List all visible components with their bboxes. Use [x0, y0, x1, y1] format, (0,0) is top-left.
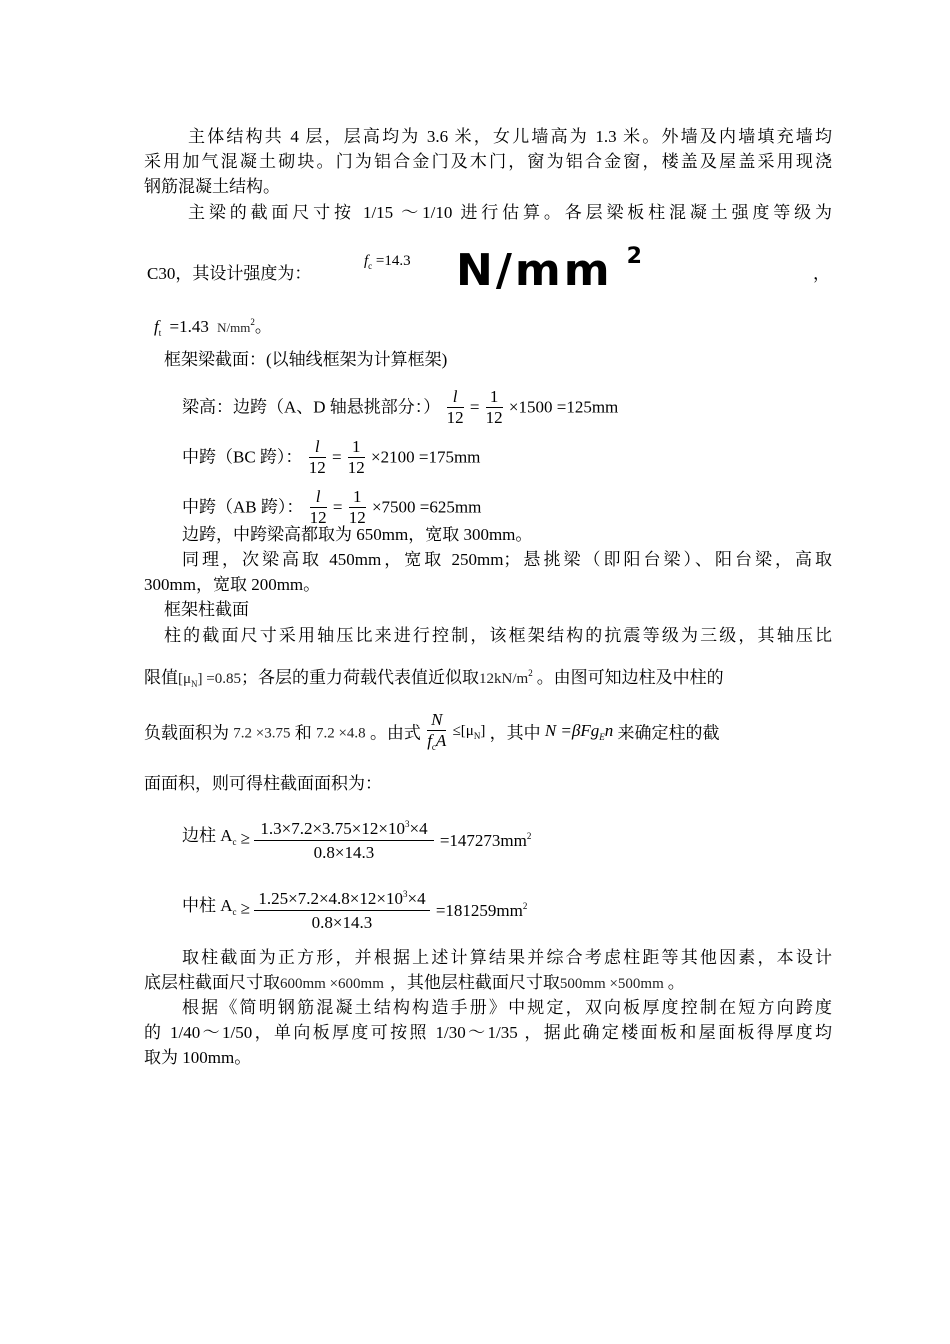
equals-sign: = [331, 447, 342, 467]
area-edge: 7.2 ×3.75 [233, 725, 291, 742]
ge-sign: ≥ [240, 828, 251, 848]
mid-num: 1.25×7.2×4.8×12×10 [258, 889, 403, 908]
beam-line5a: 同理，次梁高取 450mm，宽取 250mm；悬挑梁（即阳台梁）、阳台梁，高取 [182, 550, 832, 569]
and-word: 和 [294, 723, 312, 743]
load-value: 12kN/m [479, 671, 529, 687]
fc-symbol: f [364, 253, 369, 269]
n-formula [545, 721, 613, 740]
frac-numerator: 1 [349, 488, 366, 508]
beam-row2 [182, 438, 480, 477]
edge-label-sub: c [232, 836, 237, 847]
area-mid: 7.2 ×4.8 [315, 725, 366, 742]
edge-num-sup: 3 [404, 819, 410, 829]
ft-unit-sup: 2 [250, 317, 255, 327]
beam-row3-frac-1 [349, 488, 366, 527]
mu-subscript: N [191, 679, 198, 689]
column-line3-text-b: 。由式 [369, 723, 421, 743]
beam-heading: 框架梁截面：(以轴线框架为计算框架) [164, 350, 448, 369]
mu-value: ] =0.85 [197, 671, 242, 687]
column-line3-text-a: 负载面积为 [144, 723, 229, 743]
mid-num-sup: 3 [402, 889, 408, 899]
edge-label-text: 边柱 A [182, 825, 233, 845]
edge-column-formula [182, 815, 531, 862]
fc-value: =14.3 [375, 253, 411, 269]
mid-num-end: ×4 [407, 889, 426, 908]
mid-label-sub: c [232, 906, 237, 917]
ground-floor-dim: 600mm ×600mm [280, 976, 384, 992]
beam-row2-frac-1 [348, 438, 365, 477]
frac-denominator: 12 [485, 408, 503, 427]
frac-denominator: 12 [309, 508, 327, 527]
beam-row1-label: 梁高：边跨（A、D 轴悬挑部分：） [182, 397, 441, 417]
beam-row3-label: 中跨（AB 跨）： [182, 497, 304, 517]
column-line2-text-c: 。由图可知边柱及中柱的 [536, 668, 724, 687]
mu-symbol: [μ [178, 671, 192, 687]
column-line2-text-a: 限值 [144, 668, 178, 687]
ft-symbol: f [154, 317, 159, 336]
column-line2 [144, 663, 832, 694]
load-sup: 2 [528, 668, 533, 678]
frac-numerator: l [310, 488, 327, 508]
le-mu [453, 723, 486, 739]
column-line3-text-c: ，其中 [489, 723, 541, 743]
axial-ratio-fraction [427, 711, 446, 756]
big-unit-text: N/mm [456, 245, 613, 296]
ft-value: =1.43 [169, 317, 209, 336]
beam-row3-result: ×7500 =625mm [371, 497, 482, 517]
beam-row3-frac-l [310, 488, 327, 527]
mid-label-text: 中柱 A [182, 895, 233, 915]
area-symbol: A [435, 731, 447, 750]
frac-denominator [427, 731, 446, 756]
column-line4: 面面积，则可得柱截面面积为： [144, 774, 382, 793]
ge-sign: ≥ [240, 898, 251, 918]
ft-formula [154, 312, 272, 343]
big-unit-sup: 2 [626, 244, 645, 269]
edge-label [182, 826, 237, 845]
big-unit-n-mm2 [456, 232, 645, 296]
frac-denominator: 12 [347, 458, 365, 477]
fc-formula [364, 251, 411, 276]
mid-result [436, 901, 528, 920]
comma: ， [813, 264, 830, 283]
para1-line1: 主体结构共 4 层，层高均为 3.6 米，女儿墙高为 1.3 米。外墙及内墙填充墙均 [188, 127, 832, 146]
para1-line3: 钢筋混凝土结构。 [144, 177, 280, 196]
beam-row1-frac-1 [486, 388, 503, 427]
beam-line4: 边跨，中跨梁高都取为 650mm，宽取 300mm。 [182, 525, 533, 544]
para2-line1: 主梁的截面尺寸按 1/15 ～1/10 进行估算。各层梁板柱混凝土强度等级为 [188, 203, 832, 222]
n-formula-n: n [604, 720, 614, 740]
beam-row2-frac-l [309, 438, 326, 477]
ft-end: 。 [254, 317, 272, 336]
edge-fraction [254, 815, 433, 862]
frac-numerator [254, 815, 433, 841]
equals-sign: = [332, 497, 343, 517]
mid-fraction [254, 885, 429, 932]
fc-symbol: f [427, 731, 432, 750]
frac-numerator [254, 885, 429, 911]
slab-para-line3: 取为 100mm。 [144, 1048, 252, 1067]
frac-denominator: 12 [446, 408, 464, 427]
le-mu-sub: N [473, 731, 481, 741]
column-line3 [144, 711, 832, 756]
mid-result-text: =181259mm [435, 901, 523, 920]
frac-numerator: 1 [486, 388, 503, 408]
frac-denominator: 12 [308, 458, 326, 477]
column-para-a-text-b: ，其他层柱截面尺寸取 [389, 973, 560, 992]
fc-subscript: c [431, 742, 436, 752]
para1-line2: 采用加气混凝土砌块。门为铝合金门及木门，窗为铝合金窗，楼盖及屋盖采用现浇 [144, 152, 832, 171]
slab-para-line1: 根据《简明钢筋混凝土结构构造手册》中规定，双向板厚度控制在短方向跨度 [182, 998, 832, 1017]
edge-num: 1.3×7.2×3.75×12×10 [260, 819, 405, 838]
n-formula-sub: E [599, 731, 605, 742]
frac-numerator: l [447, 388, 464, 408]
column-para-a-line2 [144, 973, 685, 994]
column-para-a-text-c: 。 [667, 973, 685, 992]
beam-line5b: 300mm，宽取 200mm。 [144, 575, 321, 594]
mid-label [182, 896, 237, 915]
beam-row3 [182, 488, 481, 527]
column-line2-text-b: ；各层的重力荷载代表值近似取 [241, 668, 480, 687]
n-formula-main: N =βFg [544, 720, 600, 740]
edge-num-end: ×4 [409, 819, 428, 838]
frac-denominator: 0.8×14.3 [311, 913, 373, 932]
column-line1: 柱的截面尺寸采用轴压比来进行控制，该框架结构的抗震等级为三级，其轴压比 [164, 626, 832, 645]
beam-row2-label: 中跨（BC 跨）： [182, 447, 303, 467]
fc-subscript: c [368, 261, 373, 271]
beam-row1 [182, 388, 618, 427]
other-floor-dim: 500mm ×500mm [559, 976, 664, 992]
column-heading: 框架柱截面 [164, 600, 249, 619]
column-line3-text-d: 来确定柱的截 [617, 723, 720, 743]
column-para-a-text-a: 底层柱截面尺寸取 [144, 973, 280, 992]
frac-numerator: l [309, 438, 326, 458]
le-mu-symbol: ≤[μ [452, 723, 474, 739]
frac-denominator: 12 [348, 508, 366, 527]
frac-numerator: N [427, 711, 446, 731]
mid-result-sup: 2 [522, 901, 528, 911]
slab-para-line2: 的 1/40～1/50，单向板厚度可按照 1/30～1/35 ，据此确定楼面板和屋面板得厚度均 [144, 1023, 832, 1042]
frac-numerator: 1 [348, 438, 365, 458]
beam-row1-frac-l [447, 388, 464, 427]
middle-column-formula [182, 885, 527, 932]
ft-unit: N/mm [217, 320, 251, 335]
edge-result-sup: 2 [526, 831, 532, 841]
edge-result-text: =147273mm [439, 831, 527, 850]
column-para-a-line1: 取柱截面为正方形，并根据上述计算结果并综合考虑柱距等其他因素，本设计 [182, 948, 832, 967]
ft-subscript: t [158, 328, 162, 338]
equals-sign: = [469, 397, 480, 417]
mu-limit [178, 671, 241, 687]
beam-row2-result: ×2100 =175mm [371, 447, 481, 467]
frac-denominator: 0.8×14.3 [313, 843, 375, 862]
para2-line2-text: C30，其设计强度为： [147, 264, 312, 283]
edge-result [440, 831, 532, 850]
beam-row1-result: ×1500 =125mm [508, 397, 619, 417]
le-mu-end: ] [480, 723, 486, 739]
